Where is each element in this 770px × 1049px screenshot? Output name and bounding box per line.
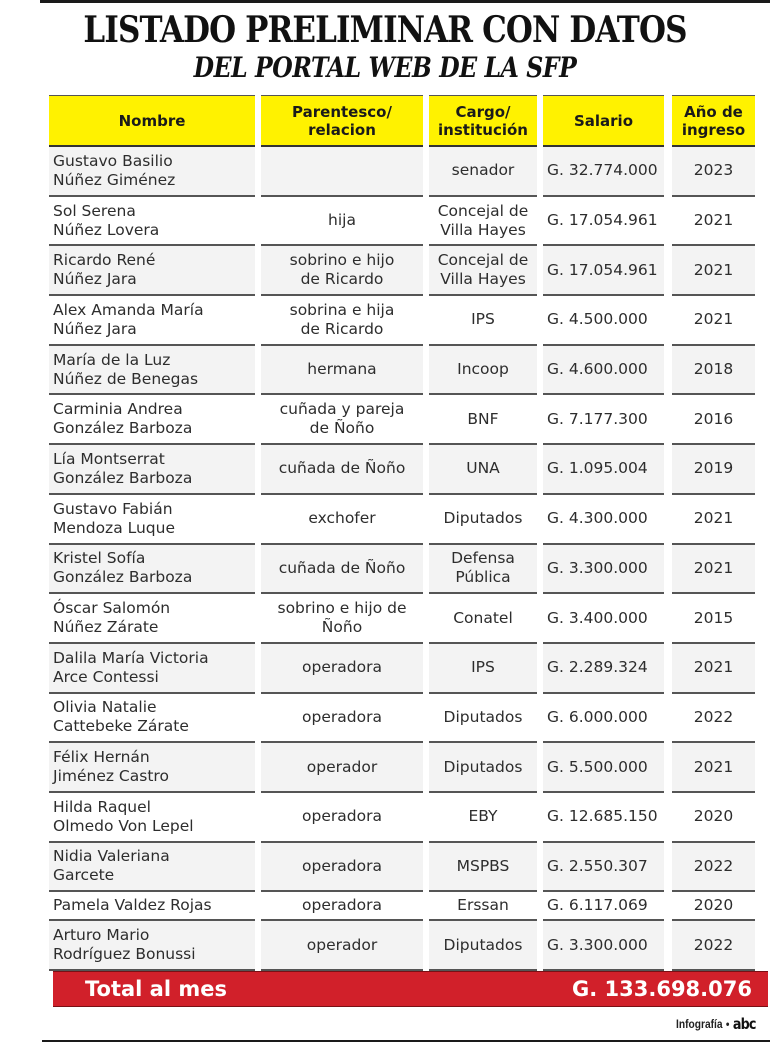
table-row: [49, 694, 769, 744]
cell-cargo: [429, 147, 537, 197]
cell-text: 2020: [693, 896, 734, 915]
column-header-cargo: Cargo/ institución: [429, 95, 537, 147]
cell-salario: [543, 545, 664, 595]
cell-anio: [672, 694, 755, 744]
cell-text: Villa Hayes: [440, 220, 526, 239]
cell-text: Defensa: [451, 549, 515, 568]
cell-text: Rodríguez Bonussi: [53, 945, 196, 964]
cell-salario: [543, 594, 664, 644]
cell-text: Kristel Sofía: [53, 549, 146, 568]
bottom-rule: [42, 1040, 770, 1042]
cell-text: 2015: [693, 608, 734, 627]
top-rule: [40, 0, 770, 3]
cell-parentesco: [261, 743, 423, 793]
cell-text: G. 32.774.000: [547, 161, 658, 180]
cell-text: Cattebeke Zárate: [53, 717, 189, 736]
cell-text: Mendoza Luque: [53, 518, 176, 537]
cell-text: operadora: [302, 707, 382, 726]
cell-cargo: [429, 346, 537, 396]
table-row: [49, 843, 769, 893]
cell-salario: [543, 843, 664, 893]
cell-text: 2021: [693, 558, 734, 577]
cell-nombre: [49, 694, 255, 744]
cell-text: G. 17.054.961: [547, 211, 658, 230]
table-body: [49, 147, 769, 971]
cell-text: Olmedo Von Lepel: [53, 816, 194, 835]
cell-text: 2022: [693, 856, 734, 875]
total-row: [53, 971, 768, 1007]
cell-parentesco: [261, 147, 423, 197]
cell-text: Concejal de: [437, 201, 529, 220]
cell-text: Óscar Salomón: [53, 599, 171, 618]
cell-anio: [672, 147, 755, 197]
page-subtitle: DEL PORTAL WEB DE LA SFP: [193, 51, 577, 84]
cell-text: Núñez Giménez: [53, 170, 176, 189]
cell-text: Garcete: [53, 866, 115, 885]
table-row: [49, 246, 769, 296]
cell-text: Nidia Valeriana: [53, 847, 170, 866]
cell-text: de Ñoño: [309, 419, 375, 438]
table-row: [49, 495, 769, 545]
cell-text: G. 6.000.000: [547, 707, 648, 726]
cell-text: 2023: [693, 161, 734, 180]
table-row: [49, 793, 769, 843]
cell-parentesco: [261, 594, 423, 644]
cell-anio: [672, 346, 755, 396]
column-header-parentesco: Parentesco/ relacion: [261, 95, 423, 147]
cell-text: G. 7.177.300: [547, 409, 648, 428]
cell-text: Arturo Mario: [53, 926, 150, 945]
cell-text: González Barboza: [53, 419, 193, 438]
table-row: [49, 197, 769, 247]
cell-text: Pública: [455, 568, 511, 587]
cell-salario: [543, 445, 664, 495]
cell-text: senador: [451, 161, 515, 180]
cell-text: Arce Contessi: [53, 667, 159, 686]
cell-text: IPS: [471, 658, 495, 677]
cell-nombre: [49, 892, 255, 921]
cell-anio: [672, 296, 755, 346]
column-header-salario: Salario: [543, 95, 664, 147]
cell-parentesco: [261, 346, 423, 396]
cell-salario: [543, 694, 664, 744]
cell-text: 2022: [693, 707, 734, 726]
cell-anio: [672, 395, 755, 445]
cell-text: G. 3.300.000: [547, 935, 648, 954]
cell-parentesco: [261, 246, 423, 296]
cell-cargo: [429, 843, 537, 893]
cell-text: Diputados: [443, 935, 523, 954]
table-row: [49, 594, 769, 644]
table-row: [49, 644, 769, 694]
cell-text: G. 4.300.000: [547, 509, 648, 528]
cell-cargo: [429, 743, 537, 793]
cell-text: Ñoño: [321, 618, 363, 637]
cell-text: Diputados: [443, 707, 523, 726]
cell-parentesco: [261, 843, 423, 893]
cell-anio: [672, 644, 755, 694]
cell-text: IPS: [471, 310, 495, 329]
cell-salario: [543, 147, 664, 197]
cell-text: González Barboza: [53, 568, 193, 587]
cell-text: Núñez Jara: [53, 319, 137, 338]
cell-cargo: [429, 921, 537, 971]
cell-nombre: [49, 296, 255, 346]
cell-text: Sol Serena: [53, 201, 136, 220]
cell-text: Pamela Valdez Rojas: [53, 896, 212, 915]
cell-text: G. 5.500.000: [547, 757, 648, 776]
cell-parentesco: [261, 793, 423, 843]
cell-text: cuñada de Ñoño: [278, 558, 406, 577]
cell-cargo: [429, 296, 537, 346]
cell-cargo: [429, 644, 537, 694]
table-row: [49, 921, 769, 971]
cell-text: Gustavo Fabián: [53, 499, 173, 518]
cell-text: Olivia Natalie: [53, 698, 157, 717]
cell-text: G. 3.300.000: [547, 558, 648, 577]
cell-salario: [543, 793, 664, 843]
credit-separator: •: [726, 1017, 730, 1031]
cell-parentesco: [261, 296, 423, 346]
cell-text: sobrina e hija: [289, 300, 395, 319]
cell-salario: [543, 395, 664, 445]
cell-text: operador: [306, 935, 378, 954]
cell-nombre: [49, 395, 255, 445]
table-row: [49, 445, 769, 495]
cell-text: operadora: [302, 856, 382, 875]
cell-text: G. 3.400.000: [547, 608, 648, 627]
cell-anio: [672, 445, 755, 495]
cell-cargo: [429, 793, 537, 843]
cell-text: G. 4.500.000: [547, 310, 648, 329]
cell-nombre: [49, 445, 255, 495]
cell-anio: [672, 594, 755, 644]
cell-text: MSPBS: [456, 856, 510, 875]
cell-anio: [672, 843, 755, 893]
cell-anio: [672, 921, 755, 971]
cell-text: operador: [306, 757, 378, 776]
cell-text: 2018: [693, 360, 734, 379]
table-row: [49, 147, 769, 197]
cell-text: Diputados: [443, 757, 523, 776]
cell-text: Conatel: [453, 608, 513, 627]
cell-text: 2020: [693, 807, 734, 826]
cell-nombre: [49, 147, 255, 197]
cell-nombre: [49, 743, 255, 793]
table-row: [49, 892, 769, 921]
cell-parentesco: [261, 694, 423, 744]
cell-text: de Ricardo: [300, 319, 384, 338]
cell-text: operadora: [302, 807, 382, 826]
cell-anio: [672, 197, 755, 247]
cell-text: operadora: [302, 658, 382, 677]
cell-text: hermana: [307, 360, 377, 379]
cell-nombre: [49, 843, 255, 893]
cell-text: G. 17.054.961: [547, 260, 658, 279]
cell-text: G. 12.685.150: [547, 807, 658, 826]
cell-text: 2021: [693, 211, 734, 230]
cell-text: EBY: [468, 807, 498, 826]
cell-text: Ricardo René: [53, 251, 156, 270]
cell-cargo: [429, 892, 537, 921]
cell-anio: [672, 495, 755, 545]
cell-salario: [543, 495, 664, 545]
cell-text: sobrino e hijo de: [277, 599, 407, 618]
cell-parentesco: [261, 395, 423, 445]
table-row: [49, 346, 769, 396]
cell-salario: [543, 246, 664, 296]
cell-text: G. 4.600.000: [547, 360, 648, 379]
cell-salario: [543, 892, 664, 921]
cell-text: María de la Luz: [53, 350, 171, 369]
cell-text: cuñada y pareja: [279, 400, 405, 419]
cell-text: hija: [328, 211, 356, 230]
cell-parentesco: [261, 545, 423, 595]
cell-nombre: [49, 495, 255, 545]
total-value: G. 133.698.076: [572, 977, 752, 1001]
cell-text: BNF: [467, 409, 499, 428]
page-title: LISTADO PRELIMINAR CON DATOS: [83, 9, 687, 51]
cell-text: operadora: [302, 896, 382, 915]
cell-parentesco: [261, 445, 423, 495]
cell-salario: [543, 644, 664, 694]
table-row: [49, 395, 769, 445]
cell-text: 2021: [693, 757, 734, 776]
cell-text: 2022: [693, 935, 734, 954]
cell-text: Incoop: [457, 360, 509, 379]
cell-nombre: [49, 246, 255, 296]
total-label: Total al mes: [85, 977, 227, 1001]
abc-logo: abc: [733, 1015, 756, 1033]
cell-text: G. 2.289.324: [547, 658, 648, 677]
cell-cargo: [429, 197, 537, 247]
cell-text: 2021: [693, 658, 734, 677]
cell-nombre: [49, 545, 255, 595]
cell-cargo: [429, 445, 537, 495]
cell-text: G. 2.550.307: [547, 856, 648, 875]
cell-anio: [672, 892, 755, 921]
cell-text: 2016: [693, 409, 734, 428]
cell-parentesco: [261, 197, 423, 247]
cell-cargo: [429, 694, 537, 744]
cell-text: Dalila María Victoria: [53, 648, 209, 667]
cell-text: 2021: [693, 509, 734, 528]
cell-text: Carminia Andrea: [53, 400, 183, 419]
cell-text: González Barboza: [53, 468, 193, 487]
cell-text: UNA: [466, 459, 500, 478]
cell-anio: [672, 743, 755, 793]
cell-text: exchofer: [308, 509, 376, 528]
table-row: [49, 545, 769, 595]
cell-cargo: [429, 395, 537, 445]
cell-salario: [543, 296, 664, 346]
cell-text: Félix Hernán: [53, 748, 150, 767]
cell-cargo: [429, 495, 537, 545]
cell-nombre: [49, 346, 255, 396]
cell-parentesco: [261, 495, 423, 545]
cell-text: Erssan: [457, 896, 509, 915]
cell-parentesco: [261, 892, 423, 921]
cell-text: Diputados: [443, 509, 523, 528]
cell-text: 2021: [693, 260, 734, 279]
cell-nombre: [49, 921, 255, 971]
cell-text: Núñez de Benegas: [53, 369, 199, 388]
cell-text: de Ricardo: [300, 270, 384, 289]
cell-parentesco: [261, 921, 423, 971]
credit-line: [676, 1015, 756, 1033]
cell-anio: [672, 246, 755, 296]
cell-text: Núñez Jara: [53, 270, 137, 289]
cell-text: 2019: [693, 459, 734, 478]
cell-cargo: [429, 594, 537, 644]
cell-text: Villa Hayes: [440, 270, 526, 289]
cell-salario: [543, 921, 664, 971]
cell-cargo: [429, 545, 537, 595]
cell-nombre: [49, 644, 255, 694]
cell-salario: [543, 743, 664, 793]
cell-text: cuñada de Ñoño: [278, 459, 406, 478]
cell-nombre: [49, 594, 255, 644]
cell-text: sobrino e hijo: [289, 251, 395, 270]
cell-parentesco: [261, 644, 423, 694]
credit-text: Infografía: [676, 1017, 723, 1031]
cell-nombre: [49, 197, 255, 247]
column-header-anio: Año de ingreso: [672, 95, 755, 147]
cell-salario: [543, 346, 664, 396]
table-row: [49, 296, 769, 346]
cell-text: G. 1.095.004: [547, 459, 648, 478]
cell-nombre: [49, 793, 255, 843]
cell-salario: [543, 197, 664, 247]
column-header-nombre: Nombre: [49, 95, 255, 147]
cell-text: Gustavo Basilio: [53, 151, 173, 170]
cell-text: Hilda Raquel: [53, 797, 151, 816]
cell-text: Lía Montserrat: [53, 449, 165, 468]
table-row: [49, 743, 769, 793]
cell-text: Jiménez Castro: [53, 767, 169, 786]
cell-cargo: [429, 246, 537, 296]
cell-anio: [672, 793, 755, 843]
cell-text: G. 6.117.069: [547, 896, 648, 915]
cell-anio: [672, 545, 755, 595]
cell-text: Núñez Zárate: [53, 618, 159, 637]
cell-text: 2021: [693, 310, 734, 329]
cell-text: Concejal de: [437, 251, 529, 270]
cell-text: Alex Amanda María: [53, 300, 204, 319]
cell-text: Núñez Lovera: [53, 220, 160, 239]
